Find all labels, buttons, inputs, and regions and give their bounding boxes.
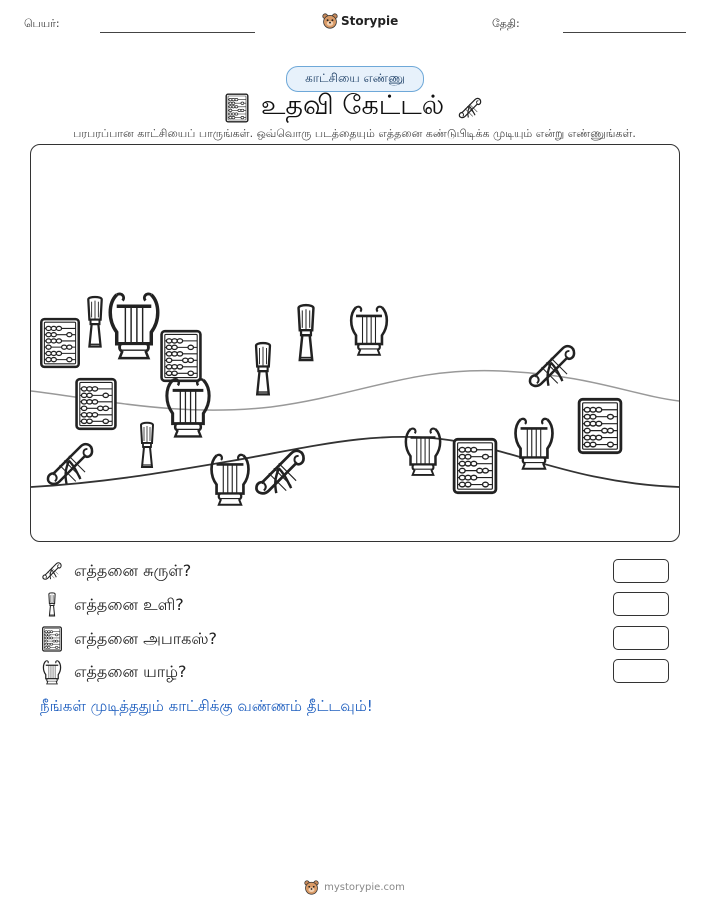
abacus-icon [225, 93, 249, 123]
lyre-icon [406, 429, 440, 475]
scroll-icon [456, 94, 484, 122]
abacus-icon [77, 379, 116, 429]
question-text: எத்தனை அபாகஸ்? [74, 628, 218, 648]
bear-icon [304, 880, 319, 895]
scroll-icon [48, 444, 92, 484]
lyre-icon [40, 659, 64, 685]
chisel-icon [40, 592, 64, 618]
scroll-icon [256, 451, 303, 493]
abacus-icon [579, 399, 621, 452]
chisel-icon [256, 343, 270, 394]
instructions: பரபரப்பான காட்சியைப் பாருங்கள். ஒவ்வொரு படத்தையும் எத்தனை கண்டுபிடிக்க முடியும் என்று எண்ணுங்கள். [73, 127, 636, 140]
brand-name: Storypie [341, 14, 399, 28]
footer-url[interactable]: mystorypie.com [324, 882, 405, 893]
lyre-icon [351, 307, 387, 355]
date-field-line[interactable] [563, 32, 686, 33]
question-row [40, 559, 191, 583]
activity-badge: காட்சியை எண்ணு [286, 66, 424, 92]
page-title: உதவி கேட்டல் [260, 90, 445, 121]
lyre-icon [110, 294, 158, 358]
chisel-icon [88, 297, 101, 347]
question-row [40, 592, 184, 618]
question-text: எத்தனை சுருள்? [74, 560, 192, 580]
abacus-icon [162, 331, 201, 381]
title-row [0, 90, 709, 125]
lyre-icon [212, 455, 249, 505]
answer-box[interactable] [613, 626, 669, 650]
question-text: எத்தனை யாழ்? [74, 661, 187, 681]
abacus-icon [454, 439, 496, 492]
abacus-icon [41, 319, 78, 367]
counting-scene [30, 144, 680, 542]
lyre-icon [167, 379, 209, 436]
name-field-line[interactable] [100, 32, 255, 33]
question-row [40, 626, 217, 652]
date-label: தேதி: [492, 17, 520, 30]
name-label: பெயர்: [24, 17, 60, 30]
brand-logo [322, 13, 398, 29]
bear-icon [322, 13, 338, 29]
answer-box[interactable] [613, 559, 669, 583]
scroll-icon [530, 346, 574, 386]
chisel-icon [141, 423, 153, 467]
answer-box[interactable] [613, 659, 669, 683]
answer-box[interactable] [613, 592, 669, 616]
lyre-icon [516, 419, 553, 469]
question-text: எத்தனை உளி? [74, 594, 184, 614]
question-row [40, 659, 187, 685]
chisel-icon [299, 305, 314, 360]
footer [0, 880, 709, 895]
scroll-icon [40, 559, 64, 583]
coloring-note: நீங்கள் முடித்ததும் காட்சிக்கு வண்ணம் தீட்டவும்! [40, 697, 373, 715]
abacus-icon [40, 626, 64, 652]
